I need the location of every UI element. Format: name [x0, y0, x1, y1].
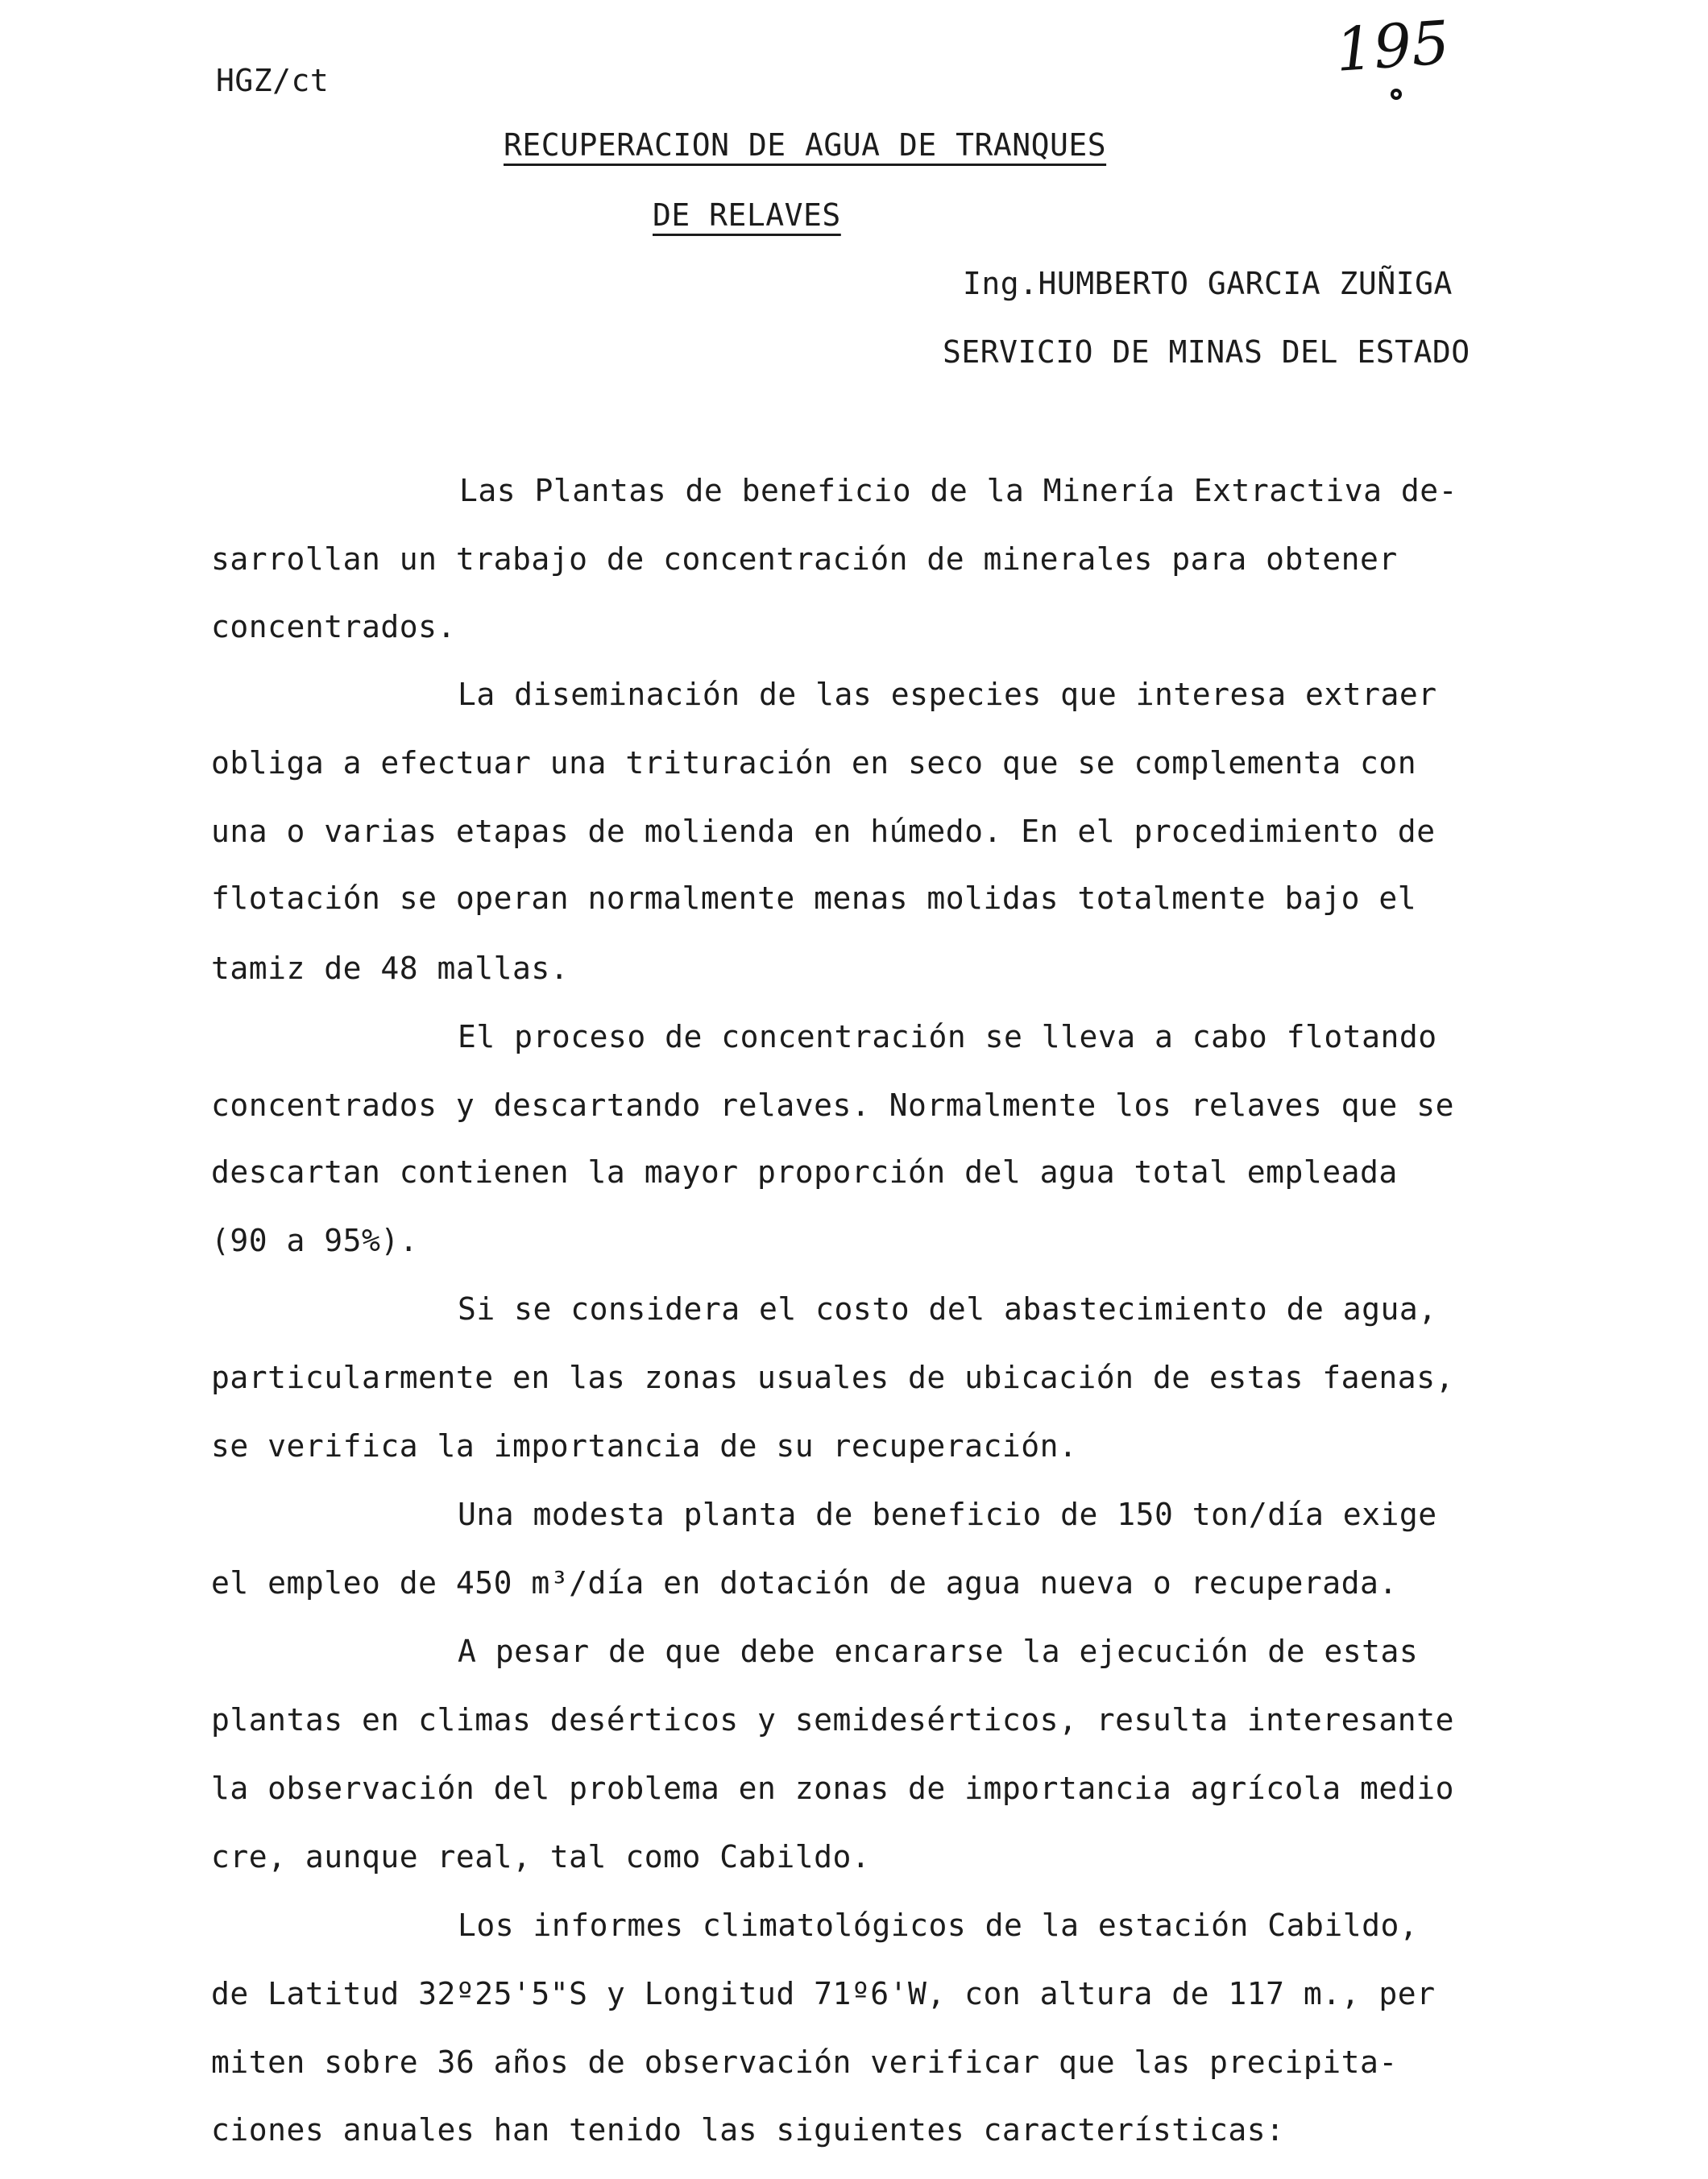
- handwritten-page-number: 195: [1333, 8, 1452, 85]
- body-line: obliga a efectuar una trituración en seco que se complementa con: [211, 745, 1417, 781]
- author-name: Ing.HUMBERTO GARCIA ZUÑIGA: [963, 266, 1453, 301]
- body-line: una o varias etapas de molienda en húmedo. En el procedimiento de: [211, 814, 1436, 849]
- document-title-line-1: RECUPERACION DE AGUA DE TRANQUES: [504, 127, 1107, 163]
- body-line: particularmente en las zonas usuales de ubicación de estas faenas,: [211, 1360, 1454, 1395]
- body-line: ciones anuales han tenido las siguientes características:: [211, 2112, 1285, 2148]
- reference-code: HGZ/ct: [216, 63, 330, 98]
- body-line: descartan contienen la mayor proporción del agua total empleada: [211, 1154, 1398, 1190]
- body-line: plantas en climas desérticos y semidesérticos, resulta interesante: [211, 1702, 1454, 1738]
- body-line: Las Plantas de beneficio de la Minería Extractiva de-: [459, 473, 1458, 508]
- body-line: flotación se operan normalmente menas molidas totalmente bajo el: [211, 880, 1417, 916]
- body-line: A pesar de que debe encararse la ejecución de estas: [458, 1634, 1419, 1669]
- body-line: miten sobre 36 años de observación verificar que las precipita-: [211, 2044, 1398, 2080]
- document-title-line-2: DE RELAVES: [653, 197, 841, 233]
- body-line: (90 a 95%).: [211, 1223, 419, 1258]
- body-line: cre, aunque real, tal como Cabildo.: [211, 1839, 871, 1875]
- body-line: concentrados.: [211, 609, 456, 644]
- body-line: de Latitud 32º25'5"S y Longitud 71º6'W, con altura de 117 m., per: [211, 1976, 1436, 2011]
- circle-mark-icon: [1391, 89, 1402, 100]
- body-line: sarrollan un trabajo de concentración de minerales para obtener: [211, 541, 1398, 577]
- body-line: se verifica la importancia de su recuperación.: [211, 1428, 1078, 1464]
- body-line: el empleo de 450 m³/día en dotación de agua nueva o recuperada.: [211, 1565, 1398, 1601]
- body-line: La diseminación de las especies que interesa extraer: [458, 677, 1437, 712]
- body-line: Si se considera el costo del abastecimiento de agua,: [458, 1291, 1437, 1327]
- body-line: tamiz de 48 mallas.: [211, 951, 570, 986]
- body-line: concentrados y descartando relaves. Normalmente los relaves que se: [211, 1087, 1454, 1123]
- body-line: El proceso de concentración se lleva a cabo flotando: [458, 1019, 1437, 1054]
- author-institution: SERVICIO DE MINAS DEL ESTADO: [943, 334, 1470, 370]
- body-line: Los informes climatológicos de la estación Cabildo,: [458, 1908, 1419, 1943]
- body-line: Una modesta planta de beneficio de 150 ton/día exige: [458, 1497, 1437, 1532]
- body-line: la observación del problema en zonas de importancia agrícola medio: [211, 1771, 1454, 1806]
